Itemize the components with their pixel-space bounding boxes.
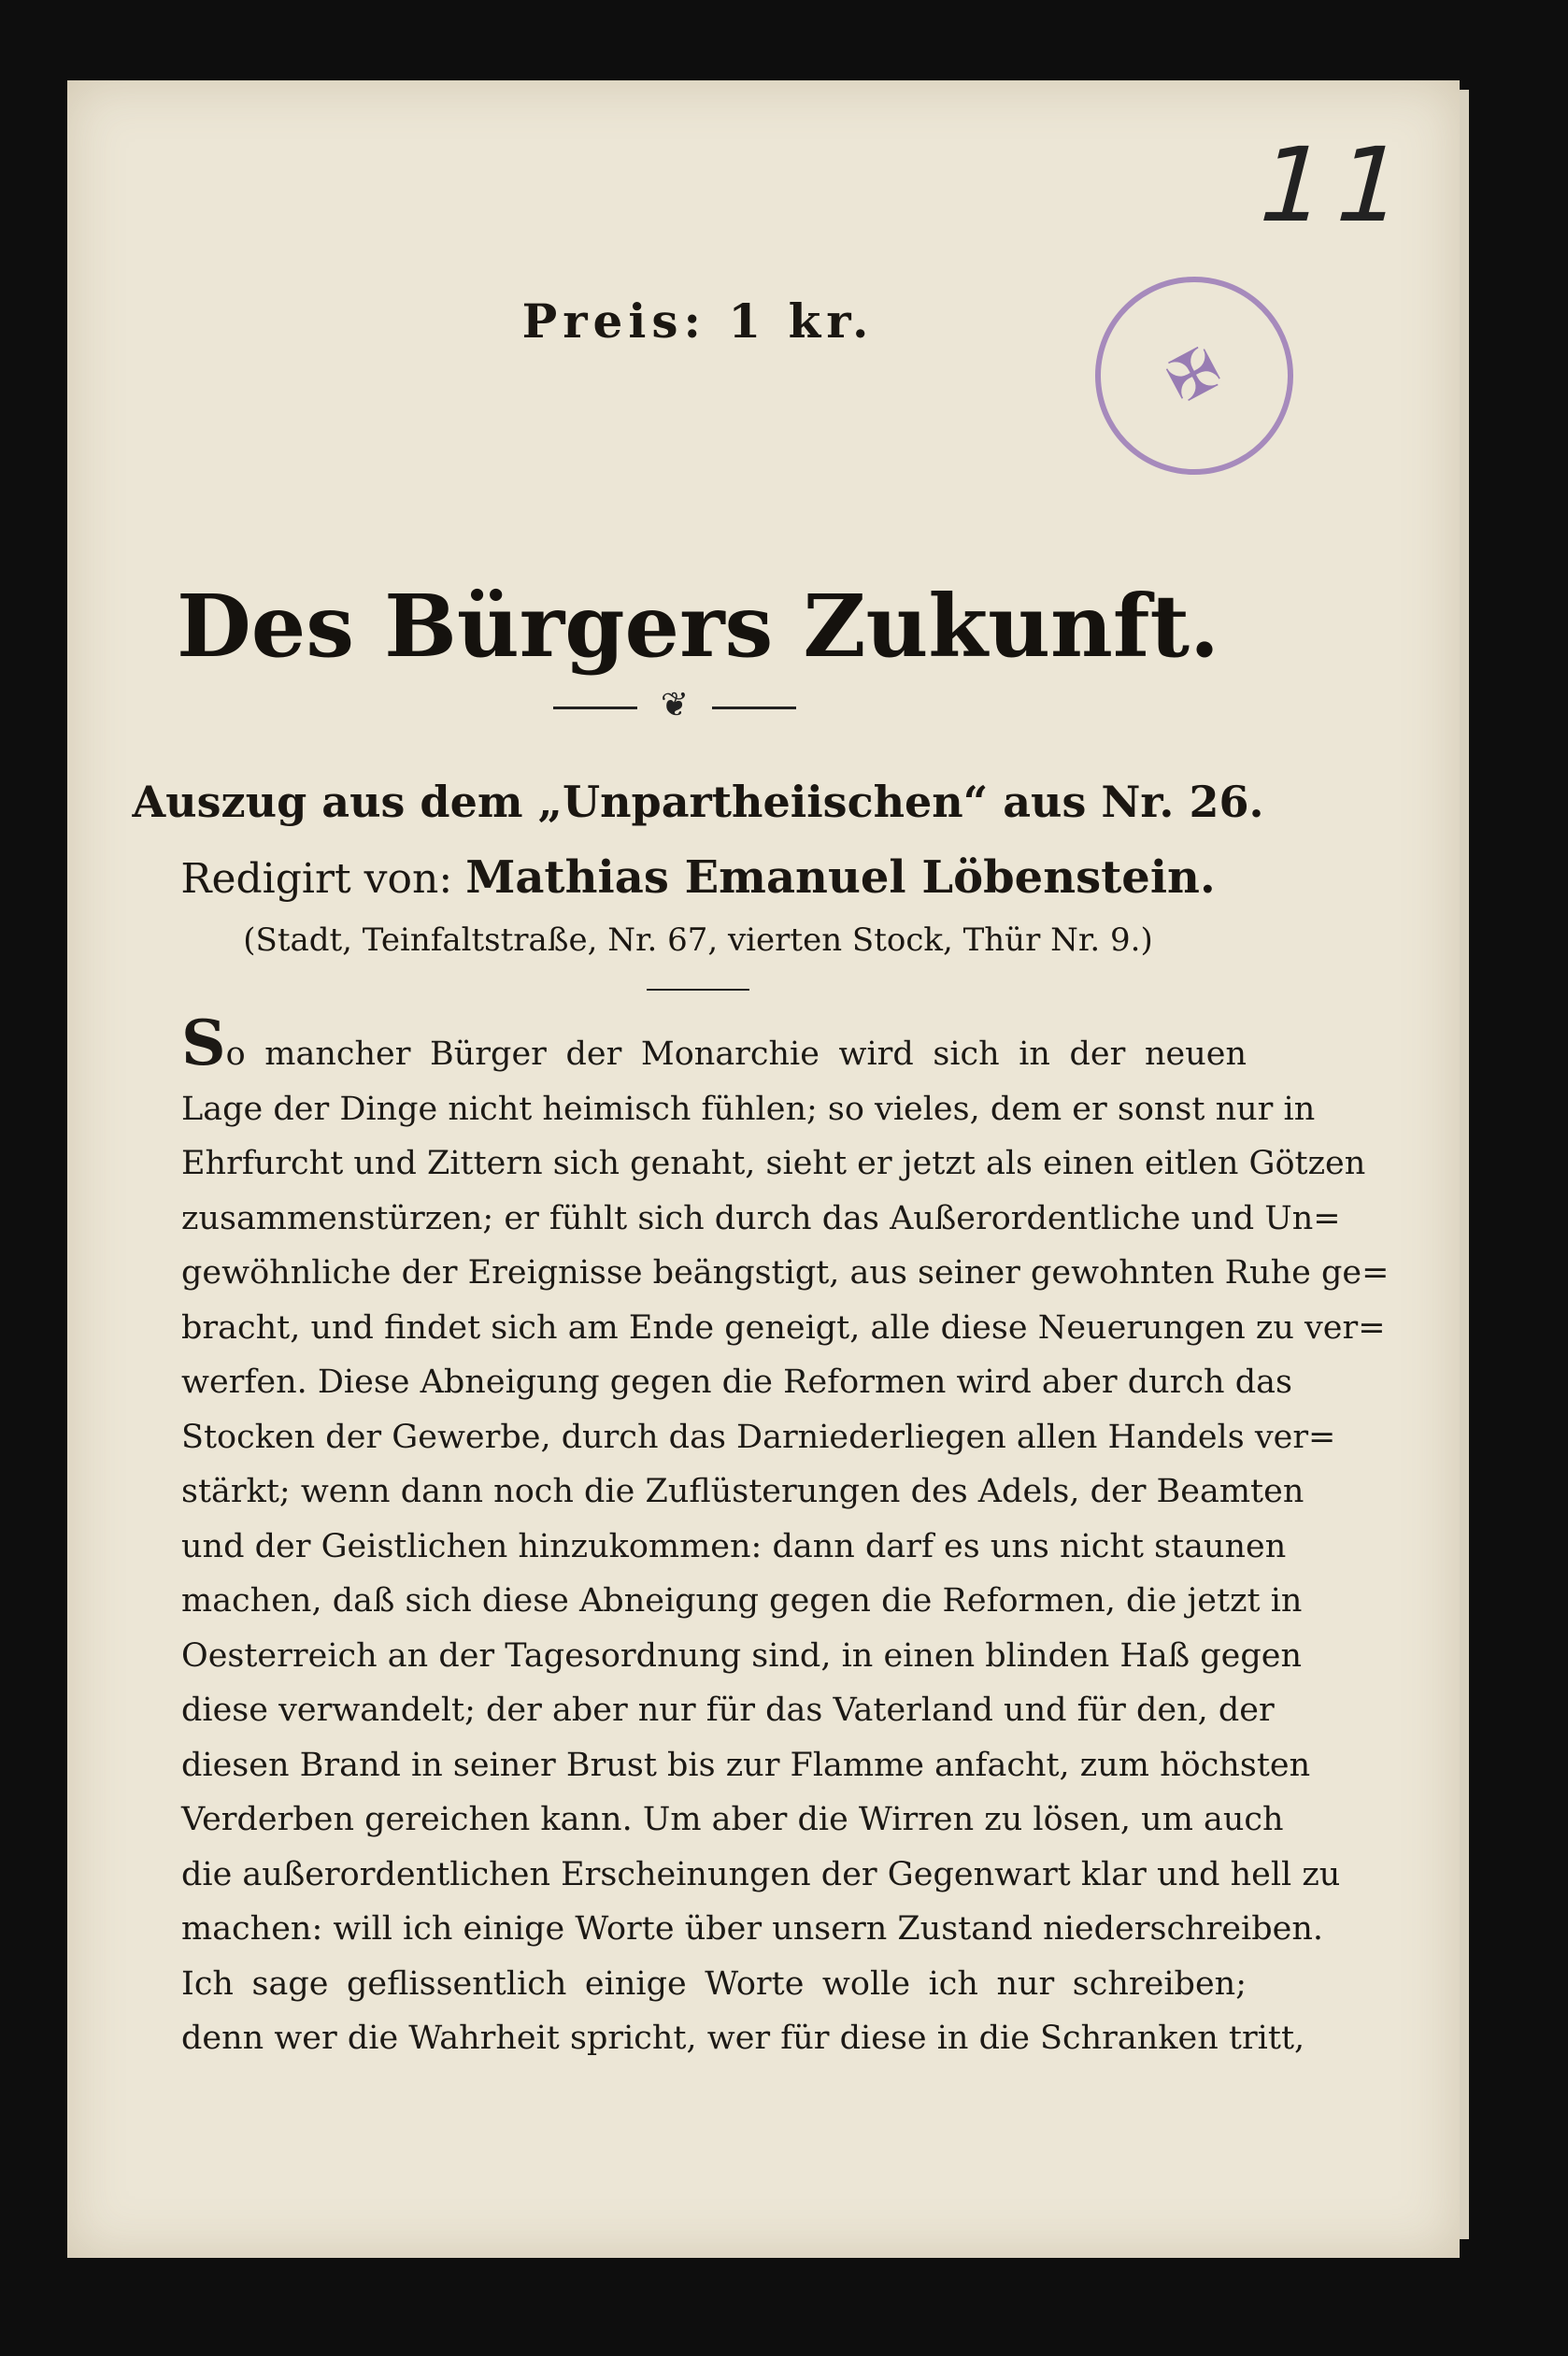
editor-prefix: Redigirt von:: [180, 855, 453, 903]
body-line: bracht, und findet sich am Ende geneigt, alle diese Neuerungen zu ver=: [181, 1308, 1386, 1347]
price-line: Preis: 1 kr.: [521, 293, 875, 349]
body-line: stärkt; wenn dann noch die Zuflüsterungen des Adels, der Beamten: [181, 1473, 1304, 1510]
body-line: gewöhnliche der Ereignisse beängstigt, aus seiner gewohnten Ruhe ge=: [181, 1254, 1390, 1292]
subtitle: Auszug aus dem „Unpartheiischen“ aus Nr. 26.: [132, 777, 1264, 827]
ornament-line-right: [712, 707, 796, 709]
drop-cap: S: [181, 1007, 226, 1079]
body-line: Ich sage geflissentlich einige Worte wolle ich nur schreiben;: [181, 1964, 1247, 2003]
body-line: Ehrfurcht und Zittern sich genaht, sieht er jetzt als einen eitlen Götzen: [181, 1145, 1366, 1182]
body-line: Verderben gereichen kann. Um aber die Wirren zu lösen, um auch: [181, 1801, 1284, 1838]
page-title: Des Bürgers Zukunft.: [176, 576, 1220, 677]
body-text: [181, 1007, 1390, 2066]
body-line: So mancher Bürger der Monarchie wird sich in der neuen: [181, 1007, 1247, 1079]
body-line: Lage der Dinge nicht heimisch fühlen; so vieles, dem er sonst nur in: [181, 1090, 1316, 1128]
title-ornament: [553, 686, 796, 724]
body-line: werfen. Diese Abneigung gegen die Reformen wird aber durch das: [181, 1364, 1292, 1401]
body-line: diese verwandelt; der aber nur für das Vaterland und für den, der: [181, 1692, 1275, 1729]
body-line: die außerordentlichen Erscheinungen der Gegenwart klar und hell zu: [181, 1855, 1341, 1893]
eagle-icon: ✠: [1155, 333, 1233, 419]
body-line: denn wer die Wahrheit spricht, wer für diese in die Schranken tritt,: [181, 2020, 1305, 2057]
body-line: machen, daß sich diese Abneigung gegen die Reformen, die jetzt in: [181, 1582, 1303, 1620]
editor-line: [67, 851, 1329, 904]
body-line: zusammenstürzen; er fühlt sich durch das Außerordentliche und Un=: [181, 1199, 1341, 1237]
body-line: Stocken der Gewerbe, durch das Darniederliegen allen Handels ver=: [181, 1418, 1336, 1456]
address-line: (Stadt, Teinfaltstraße, Nr. 67, vierten Stock, Thür Nr. 9.): [243, 921, 1153, 959]
library-stamp: [1061, 242, 1329, 510]
ornament-line-left: [553, 707, 637, 709]
editor-name: Mathias Emanuel Löbenstein.: [465, 851, 1216, 904]
body-line: machen: will ich einige Worte über unsern Zustand niederschreiben.: [181, 1910, 1324, 1948]
ornament-icon: ❦: [660, 686, 690, 724]
section-divider: [647, 989, 749, 991]
body-line: und der Geistlichen hinzukommen: dann darf es uns nicht staunen: [181, 1527, 1287, 1565]
folio-mark: 11: [1245, 125, 1428, 245]
body-line: Oesterreich an der Tagesordnung sind, in einen blinden Haß gegen: [181, 1636, 1303, 1675]
document-page: [67, 80, 1460, 2258]
body-line: diesen Brand in seiner Brust bis zur Flamme anfacht, zum höchsten: [181, 1746, 1311, 1784]
